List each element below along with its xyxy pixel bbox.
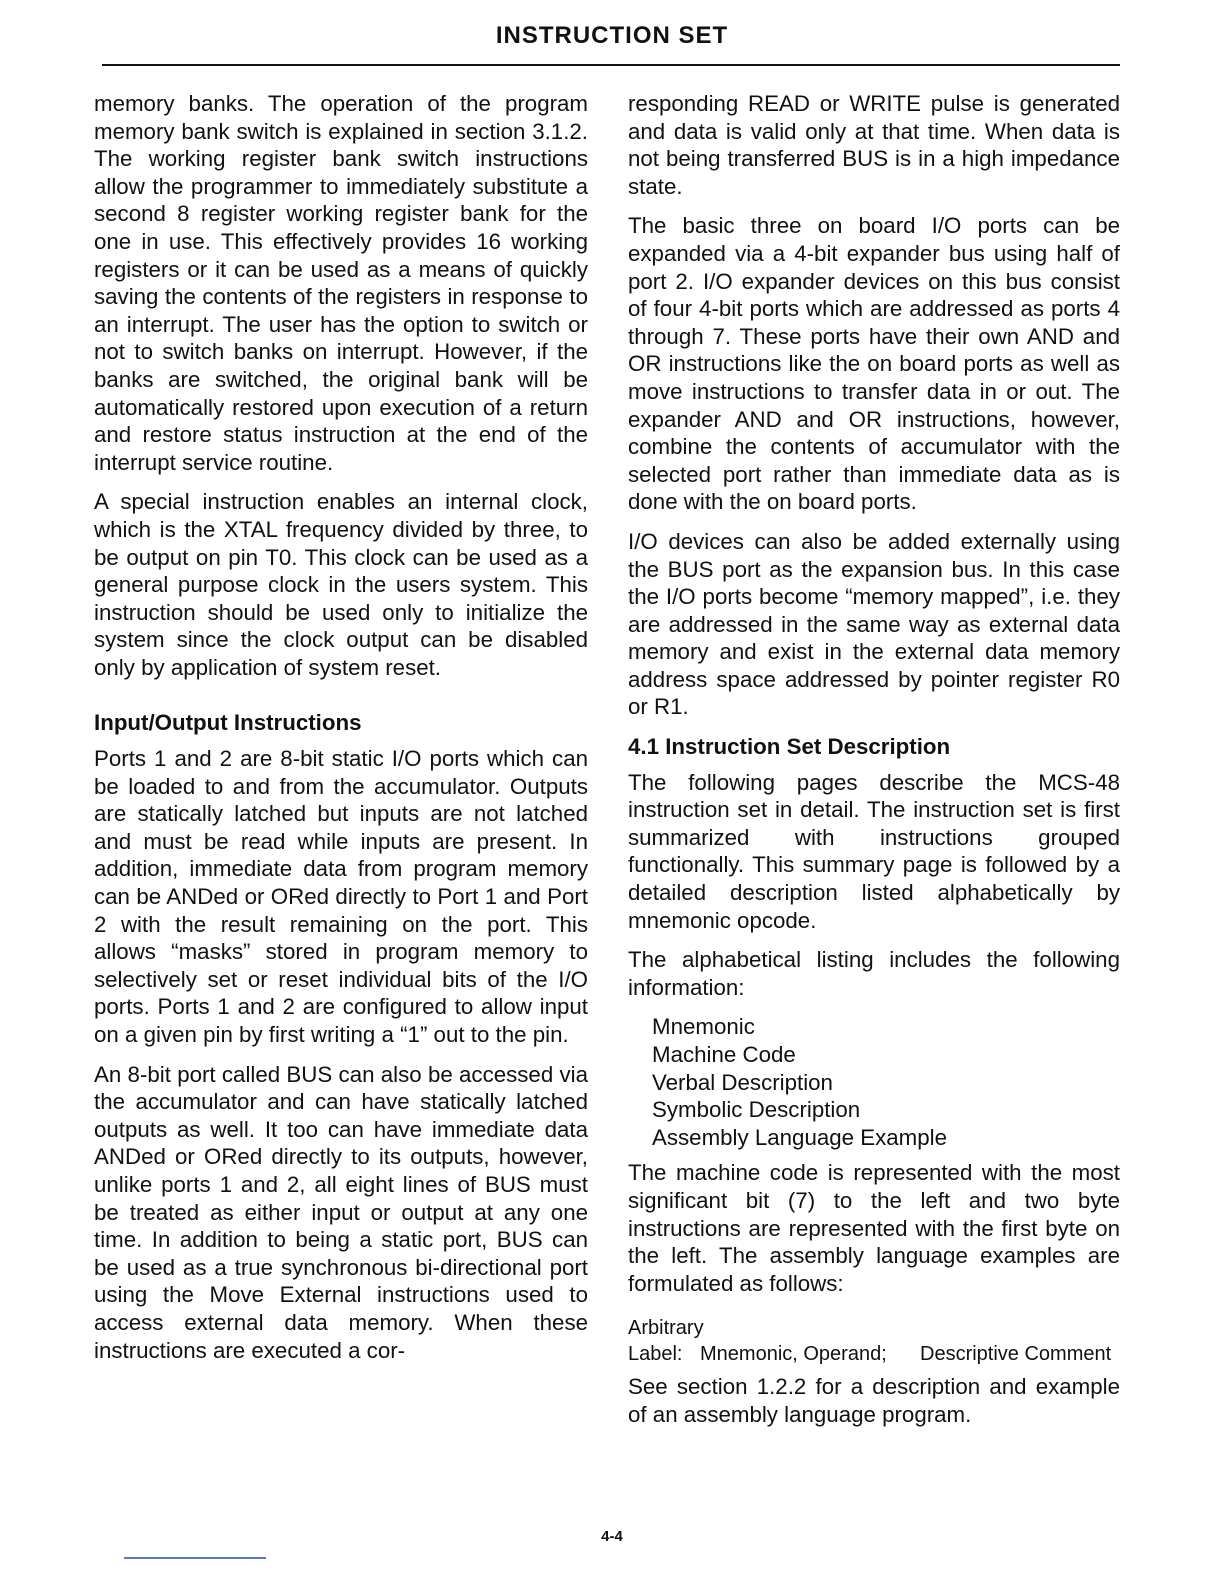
page-header: INSTRUCTION SET	[495, 22, 729, 49]
right-column	[628, 90, 1120, 1441]
syntax-arbitrary: Arbitrary	[628, 1317, 704, 1340]
list-item: Verbal Description	[652, 1069, 833, 1095]
assembly-syntax	[628, 1315, 1120, 1367]
syntax-row	[628, 1341, 1120, 1367]
section-heading-instruction-set: 4.1 Instruction Set Description	[628, 734, 951, 760]
syntax-comment: Descriptive Comment	[920, 1343, 1112, 1366]
paragraph-clock-output: A special instruction enables an internal clock, which is the XTAL frequency divided by three, to be output on pin T0. This clock can be used as a general purpose clock in the users system. This instruction should be used only to initialize the system since the clock output can be disabled only by application of system reset.	[94, 489, 588, 680]
syntax-label: Label:	[628, 1343, 683, 1366]
paragraph-register-banks: memory banks. The operation of the program memory bank switch is explained in section 3.1.2. The working register bank switch instructions allow the programmer to immediately substitute a second 8 register working register bank for the one in use. This effectively provides 16 working registers or it can be used as a means of quickly saving the contents of the registers in response to an interrupt. The user has the option to switch or not to switch banks on interrupt. However, if the banks are switched, the original bank will be automatically restored upon execution of a return and restore status instruction at the end of the interrupt service routine.	[94, 91, 588, 475]
paragraph-ports: Ports 1 and 2 are 8-bit static I/O ports which can be loaded to and from the accumulator. Outputs are statically latched but inputs are not latched and must be read while inputs are present. In addition, immediate data from program memory can be ANDed or ORed directly to Port 1 and Port 2 with the result remaining on the port. This allows “masks” stored in program memory to selectively set or reset individual bits of the I/O ports. Ports 1 and 2 are configured to allow input on a given pin by first writing a “1” out to the pin.	[94, 746, 588, 1047]
paragraph-machine-code: The machine code is represented with the most significant bit (7) to the left and two byte instructions are represented with the first byte on the left. The assembly language examples are formulated as follows:	[628, 1160, 1120, 1296]
list-item: Assembly Language Example	[652, 1124, 947, 1150]
paragraph-see-section: See section 1.2.2 for a description and example of an assembly language program.	[628, 1374, 1120, 1427]
list-item: Symbolic Description	[652, 1097, 861, 1123]
section-heading-io: Input/Output Instructions	[94, 710, 362, 736]
left-column	[94, 90, 588, 1376]
list-item: Machine Code	[652, 1042, 796, 1067]
paragraph-expander: The basic three on board I/O ports can be expanded via a 4-bit expander bus using half of port 2. I/O expander devices on this bus consist of four 4-bit ports which are addressed as ports 4 through 7. These ports have their own AND and OR instructions like the on board ports as well as move instructions to transfer data in or out. The expander AND and OR instructions, however, combine the contents of accumulator with the selected port rather than immediate data as is done with the on board ports.	[628, 213, 1120, 515]
syntax-mnemonic: Mnemonic, Operand;	[700, 1343, 887, 1366]
footer-line	[124, 1557, 266, 1559]
paragraph-read-write: responding READ or WRITE pulse is generated and data is valid only at that time. When data is not being transferred BUS is in a high impedance state.	[628, 91, 1120, 199]
listing-items	[652, 1013, 1120, 1151]
list-item: Mnemonic	[652, 1014, 755, 1040]
paragraph-listing-intro: The alphabetical listing includes the following information:	[628, 947, 1120, 1000]
paragraph-memory-mapped: I/O devices can also be added externally using the BUS port as the expansion bus. In this case the I/O ports become “memory mapped”, i.e. they are addressed in the same way as external data memory and exist in the external data memory address space addressed by pointer register R0 or R1.	[628, 528, 1120, 720]
page-number: 4-4	[601, 1528, 623, 1545]
header-rule	[102, 64, 1120, 66]
paragraph-bus-port: An 8-bit port called BUS can also be accessed via the accumulator and can have statically latched outputs as well. It too can have immediate data ANDed or ORed directly to its outputs, however, unlike ports 1 and 2, all eight lines of BUS must be treated as either input or output at any one time. In addition to being a static port, BUS can be used as a true synchronous bi-directional port using the Move External instructions used to access external data memory. When these instructions are executed a cor-	[94, 1061, 588, 1363]
paragraph-description: The following pages describe the MCS-48 instruction set in detail. The instruction set is first summarized with instructions grouped functionally. This summary page is followed by a detailed description listed alphabetically by mnemonic opcode.	[628, 769, 1120, 933]
